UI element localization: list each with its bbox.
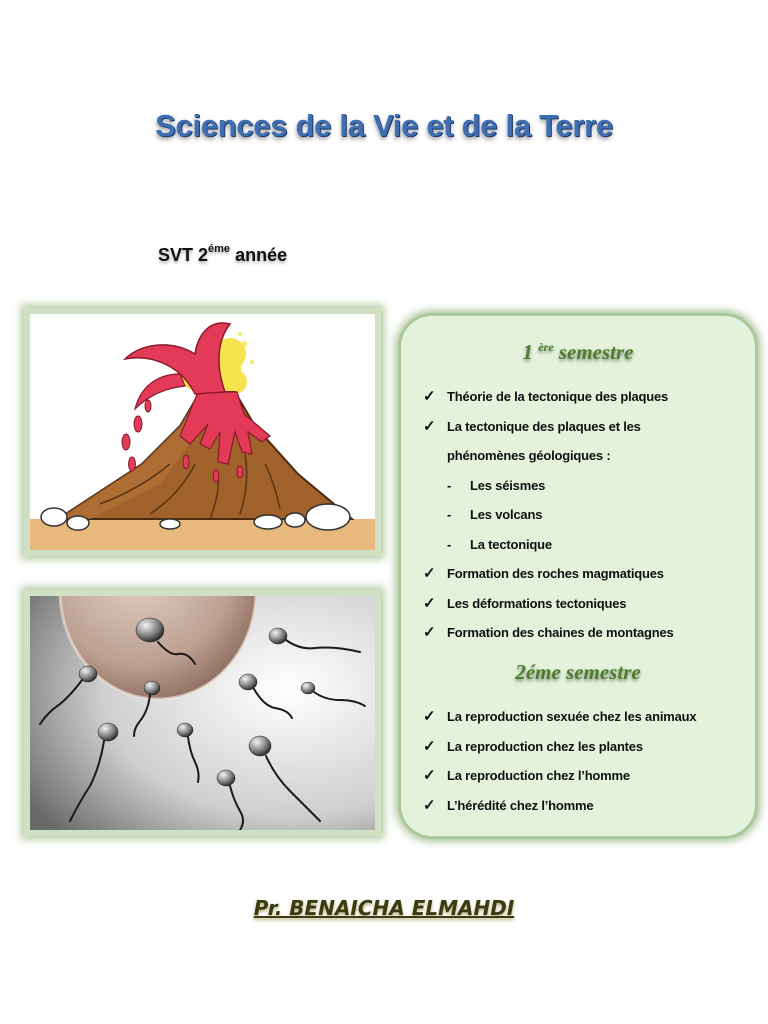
page-title: Sciences de la Vie et de la Terre	[155, 108, 613, 143]
semester1-heading-text: semestre	[553, 340, 634, 364]
list-item-text: Formation des roches magmatiques	[447, 566, 664, 581]
class-level-suffix: année	[230, 245, 288, 265]
semester1-list	[423, 382, 748, 648]
semester2-list	[423, 702, 748, 820]
dash-bullet: -	[447, 477, 452, 493]
check-icon: ✓	[423, 708, 436, 725]
list-item	[423, 761, 748, 791]
list-item	[423, 530, 748, 560]
list-item-text: phénomènes géologiques :	[447, 448, 611, 463]
list-item	[423, 412, 748, 442]
list-item-text: Formation des chaines de montagnes	[447, 625, 674, 640]
list-item	[423, 702, 748, 732]
check-icon: ✓	[423, 594, 436, 612]
list-item-text: La reproduction sexuée chez les animaux	[447, 709, 697, 724]
list-item	[423, 589, 748, 619]
check-icon: ✓	[423, 796, 436, 814]
check-icon: ✓	[423, 737, 436, 755]
list-item	[423, 791, 748, 821]
list-item	[423, 732, 748, 762]
check-icon: ✓	[423, 624, 436, 641]
list-item	[423, 618, 748, 648]
dash-bullet: -	[447, 536, 452, 552]
class-level-sup: éme	[208, 243, 231, 255]
sperm-and-egg-illustration	[30, 596, 375, 830]
dash-bullet: -	[447, 507, 452, 522]
volcano-image	[24, 308, 381, 556]
volcano-illustration	[30, 314, 375, 550]
semester1-heading	[401, 340, 755, 365]
list-item-text: Théorie de la tectonique des plaques	[447, 389, 669, 404]
list-item	[423, 559, 748, 589]
semester2-heading: 2éme semestre	[515, 660, 641, 684]
check-icon: ✓	[423, 417, 436, 435]
list-item	[423, 471, 748, 501]
class-level-prefix: SVT 2	[158, 245, 209, 265]
semester1-heading-sup: ère	[538, 340, 554, 354]
check-icon: ✓	[423, 565, 436, 582]
check-icon: ✓	[423, 388, 436, 405]
list-item-text: Les volcans	[470, 507, 543, 522]
list-item-text: La reproduction chez les plantes	[447, 738, 643, 754]
check-icon: ✓	[423, 767, 436, 784]
list-item	[423, 382, 748, 412]
author-name: Pr. BENAICHA ELMAHDI	[253, 896, 515, 920]
list-item	[423, 441, 748, 471]
semester1-heading-num: 1	[522, 340, 539, 364]
list-item-text: Les séismes	[470, 477, 546, 493]
list-item-text: La reproduction chez l’homme	[447, 768, 630, 783]
fertilization-image	[24, 590, 381, 836]
list-item	[423, 500, 748, 530]
list-item-text: Les déformations tectoniques	[447, 595, 627, 611]
program-panel	[398, 313, 758, 839]
class-level	[158, 245, 287, 266]
list-item-text: L’hérédité chez l’homme	[447, 797, 594, 813]
list-item-text: La tectonique	[470, 536, 552, 552]
list-item-text: La tectonique des plaques et les	[447, 418, 641, 434]
